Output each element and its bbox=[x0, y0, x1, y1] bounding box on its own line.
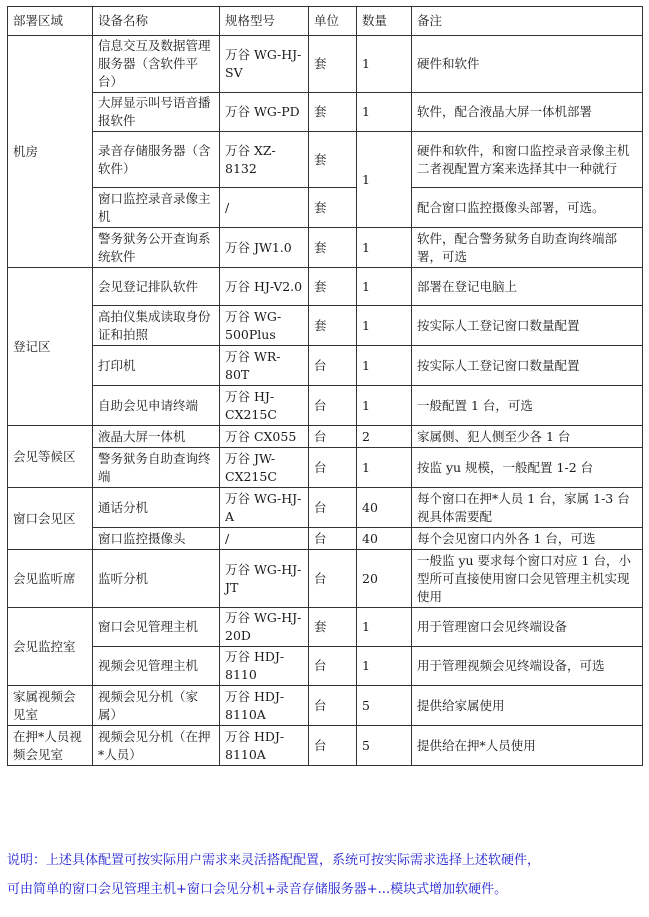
remark-cell: 一般监 yu 要求每个窗口对应 1 台，小型所可直接使用窗口会见管理主机实现使用 bbox=[412, 550, 643, 608]
device-name-cell: 监听分机 bbox=[93, 550, 220, 608]
table-row bbox=[8, 386, 643, 426]
area-cell: 会见监听席 bbox=[8, 550, 93, 608]
model-cell: 万谷 WG-500Plus bbox=[220, 306, 309, 346]
remark-cell: 配合窗口监控摄像头部署，可选。 bbox=[412, 188, 643, 228]
table-row bbox=[8, 36, 643, 93]
footnote-line: 可由简单的窗口会见管理主机+窗口会见分机+录音存储服务器+...模块式增加软硬件。 bbox=[7, 882, 508, 897]
table-row bbox=[8, 647, 643, 686]
table-row bbox=[8, 426, 643, 448]
unit-cell: 台 bbox=[309, 386, 357, 426]
model-cell: 万谷 HJ-CX215C bbox=[220, 386, 309, 426]
device-name-cell: 会见登记排队软件 bbox=[93, 268, 220, 306]
remark-cell: 硬件和软件，和窗口监控录音录像主机二者视配置方案来选择其中一种就行 bbox=[412, 132, 643, 188]
unit-cell: 套 bbox=[309, 188, 357, 228]
quantity-cell: 20 bbox=[357, 550, 412, 608]
quantity-cell: 40 bbox=[357, 488, 412, 528]
remark-cell: 提供给在押*人员使用 bbox=[412, 726, 643, 766]
remark-cell: 部署在登记电脑上 bbox=[412, 268, 643, 306]
quantity-cell: 40 bbox=[357, 528, 412, 550]
quantity-cell: 1 bbox=[357, 36, 412, 93]
equipment-config-table bbox=[7, 6, 643, 766]
model-cell: / bbox=[220, 188, 309, 228]
header-cell: 单位 bbox=[309, 7, 357, 36]
device-name-cell: 自助会见申请终端 bbox=[93, 386, 220, 426]
unit-cell: 套 bbox=[309, 268, 357, 306]
model-cell: 万谷 CX055 bbox=[220, 426, 309, 448]
remark-cell: 每个会见窗口内外各 1 台，可选 bbox=[412, 528, 643, 550]
model-cell: 万谷 WR-80T bbox=[220, 346, 309, 386]
device-name-cell: 警务狱务公开查询系统软件 bbox=[93, 228, 220, 268]
quantity-cell: 1 bbox=[357, 228, 412, 268]
header-cell: 规格型号 bbox=[220, 7, 309, 36]
model-cell: 万谷 JW1.0 bbox=[220, 228, 309, 268]
unit-cell: 套 bbox=[309, 93, 357, 132]
quantity-cell: 1 bbox=[357, 346, 412, 386]
device-name-cell: 视频会见管理主机 bbox=[93, 647, 220, 686]
quantity-cell: 5 bbox=[357, 726, 412, 766]
header-cell: 数量 bbox=[357, 7, 412, 36]
remark-cell: 家属侧、犯人侧至少各 1 台 bbox=[412, 426, 643, 448]
model-cell: 万谷 WG-HJ-20D bbox=[220, 608, 309, 647]
device-name-cell: 信息交互及数据管理服务器（含软件平台） bbox=[93, 36, 220, 93]
table-row bbox=[8, 306, 643, 346]
header-cell: 部署区域 bbox=[8, 7, 93, 36]
remark-cell: 提供给家属使用 bbox=[412, 686, 643, 726]
model-cell: 万谷 XZ-8132 bbox=[220, 132, 309, 188]
unit-cell: 台 bbox=[309, 550, 357, 608]
quantity-cell: 5 bbox=[357, 686, 412, 726]
device-name-cell: 视频会见分机（家属） bbox=[93, 686, 220, 726]
unit-cell: 台 bbox=[309, 686, 357, 726]
area-cell: 会见等候区 bbox=[8, 426, 93, 488]
table-row bbox=[8, 608, 643, 647]
table-row bbox=[8, 528, 643, 550]
device-name-cell: 录音存储服务器（含软件） bbox=[93, 132, 220, 188]
table-row bbox=[8, 448, 643, 488]
model-cell: / bbox=[220, 528, 309, 550]
quantity-cell: 1 bbox=[357, 268, 412, 306]
remark-cell: 按实际人工登记窗口数量配置 bbox=[412, 306, 643, 346]
device-name-cell: 通话分机 bbox=[93, 488, 220, 528]
quantity-cell: 1 bbox=[357, 386, 412, 426]
unit-cell: 套 bbox=[309, 228, 357, 268]
table-row bbox=[8, 686, 643, 726]
table-row bbox=[8, 228, 643, 268]
table-body bbox=[8, 36, 643, 766]
remark-cell: 用于管理视频会见终端设备，可选 bbox=[412, 647, 643, 686]
unit-cell: 台 bbox=[309, 528, 357, 550]
table-row bbox=[8, 132, 643, 188]
table-row bbox=[8, 188, 643, 228]
table-row bbox=[8, 346, 643, 386]
remark-cell: 一般配置 1 台，可选 bbox=[412, 386, 643, 426]
device-name-cell: 液晶大屏一体机 bbox=[93, 426, 220, 448]
device-name-cell: 窗口监控摄像头 bbox=[93, 528, 220, 550]
model-cell: 万谷 HDJ-8110A bbox=[220, 726, 309, 766]
unit-cell: 台 bbox=[309, 426, 357, 448]
area-cell: 窗口会见区 bbox=[8, 488, 93, 550]
quantity-cell: 1 bbox=[357, 448, 412, 488]
table-row bbox=[8, 268, 643, 306]
model-cell: 万谷 HDJ-8110 bbox=[220, 647, 309, 686]
table-row bbox=[8, 726, 643, 766]
header-row bbox=[8, 7, 643, 36]
unit-cell: 台 bbox=[309, 346, 357, 386]
device-name-cell: 窗口会见管理主机 bbox=[93, 608, 220, 647]
model-cell: 万谷 WG-HJ-SV bbox=[220, 36, 309, 93]
unit-cell: 台 bbox=[309, 726, 357, 766]
unit-cell: 台 bbox=[309, 647, 357, 686]
quantity-cell: 1 bbox=[357, 647, 412, 686]
footnote-line: 说明：上述具体配置可按实际用户需求来灵活搭配配置，系统可按实际需求选择上述软硬件， bbox=[7, 853, 541, 868]
model-cell: 万谷 HJ-V2.0 bbox=[220, 268, 309, 306]
table-row bbox=[8, 488, 643, 528]
header-cell: 设备名称 bbox=[93, 7, 220, 36]
model-cell: 万谷 WG-PD bbox=[220, 93, 309, 132]
unit-cell: 套 bbox=[309, 608, 357, 647]
unit-cell: 套 bbox=[309, 36, 357, 93]
model-cell: 万谷 WG-HJ-A bbox=[220, 488, 309, 528]
unit-cell: 套 bbox=[309, 132, 357, 188]
table-row bbox=[8, 550, 643, 608]
device-name-cell: 警务狱务自助查询终端 bbox=[93, 448, 220, 488]
quantity-cell: 1 bbox=[357, 93, 412, 132]
header-cell: 备注 bbox=[412, 7, 643, 36]
remark-cell: 用于管理窗口会见终端设备 bbox=[412, 608, 643, 647]
quantity-cell: 1 bbox=[357, 306, 412, 346]
remark-cell: 每个窗口在押*人员 1 台，家属 1-3 台视具体需要配 bbox=[412, 488, 643, 528]
quantity-cell: 2 bbox=[357, 426, 412, 448]
model-cell: 万谷 WG-HJ-JT bbox=[220, 550, 309, 608]
area-cell: 登记区 bbox=[8, 268, 93, 426]
quantity-cell: 1 bbox=[357, 608, 412, 647]
device-name-cell: 视频会见分机（在押*人员） bbox=[93, 726, 220, 766]
remark-cell: 按实际人工登记窗口数量配置 bbox=[412, 346, 643, 386]
unit-cell: 套 bbox=[309, 306, 357, 346]
area-cell: 家属视频会见室 bbox=[8, 686, 93, 726]
remark-cell: 硬件和软件 bbox=[412, 36, 643, 93]
quantity-cell: 1 bbox=[357, 132, 412, 228]
model-cell: 万谷 JW-CX215C bbox=[220, 448, 309, 488]
remark-cell: 软件，配合液晶大屏一体机部署 bbox=[412, 93, 643, 132]
device-name-cell: 打印机 bbox=[93, 346, 220, 386]
device-name-cell: 大屏显示叫号语音播报软件 bbox=[93, 93, 220, 132]
device-name-cell: 窗口监控录音录像主机 bbox=[93, 188, 220, 228]
unit-cell: 台 bbox=[309, 448, 357, 488]
area-cell: 机房 bbox=[8, 36, 93, 268]
model-cell: 万谷 HDJ-8110A bbox=[220, 686, 309, 726]
area-cell: 在押*人员视频会见室 bbox=[8, 726, 93, 766]
area-cell: 会见监控室 bbox=[8, 608, 93, 686]
unit-cell: 台 bbox=[309, 488, 357, 528]
device-name-cell: 高拍仪集成读取身份证和拍照 bbox=[93, 306, 220, 346]
table-row bbox=[8, 93, 643, 132]
remark-cell: 软件，配合警务狱务自助查询终端部署，可选 bbox=[412, 228, 643, 268]
remark-cell: 按监 yu 规模，一般配置 1-2 台 bbox=[412, 448, 643, 488]
